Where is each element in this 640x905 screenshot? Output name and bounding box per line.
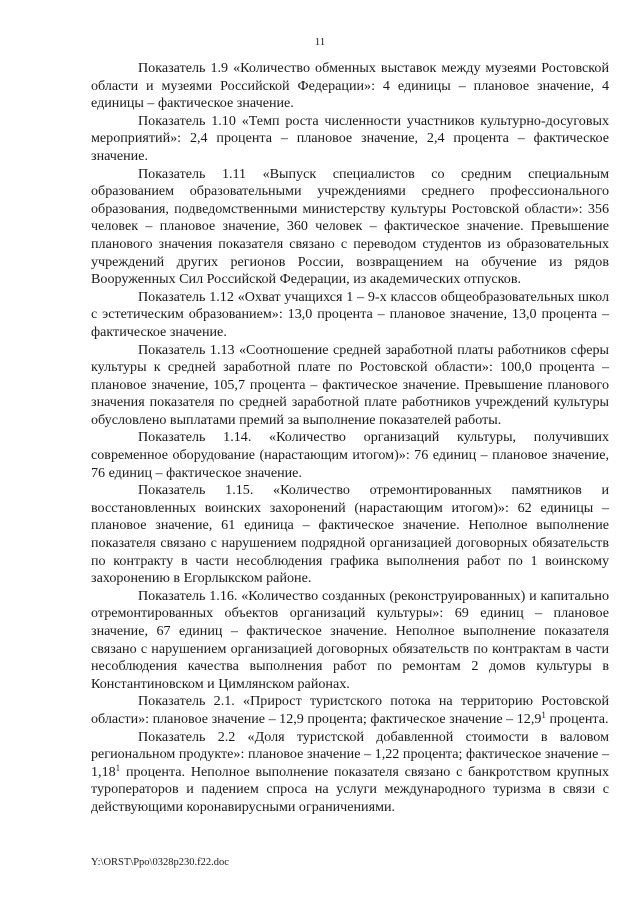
paragraph-indicator-1-9: Показатель 1.9 «Количество обменных выставок между музеями Ростовской области и музеями Российской Федерации»: 4 единицы – плановое значение, 4 единицы – фактическое значение. [91,60,609,112]
paragraph-text: процента. Неполное выполнение показателя связано с банкротством крупных туроператоров и падением спроса на услуги международного туризма в связи с действующими коронавирусными ограничениями. [91,763,609,815]
footnote-marker: 1 [115,762,121,773]
document-body [91,60,609,817]
paragraph-indicator-1-10: Показатель 1.10 «Темп роста численности участников культурно-досуговых мероприятий»: 2,4 процента – плановое значение, 2,4 процента – фактическое значение. [91,112,609,164]
paragraph-indicator-1-15: Показатель 1.15. «Количество отремонтированных памятников и восстановленных воинских захоронений (нарастающим итогом)»: 62 единицы – плановое значение, 61 единица – фактическое значение. Неполное выполнение показателя связано с нарушением подрядной организацией договорных обязательств по контракту в части несоблюдения графика выполнения работ по 1 воинскому захоронению в Егорлыкском районе. [91,482,609,587]
paragraph-indicator-1-14: Показатель 1.14. «Количество организаций культуры, получивших современное оборудование (нарастающим итогом)»: 76 единиц – плановое значение, 76 единиц – фактическое значение. [91,429,609,481]
paragraph-indicator-2-2 [91,729,609,817]
paragraph-indicator-1-11: Показатель 1.11 «Выпуск специалистов со средним специальным образованием образовательными учреждениями среднего профессионального образования, подведомственными министерству культуры Ростовской области»: 356 человек – плановое значение, 360 человек – фактическое значение. Превышение планового значения показателя связано с переводом студентов из образовательных учреждений других регионов России, возвращением на обучение из рядов Вооруженных Сил Российской Федерации, из академических отпусков. [91,165,609,288]
paragraph-text: процента. [545,710,609,727]
paragraph-text: Показатель 2.2 «Доля туристской добавленной стоимости в валовом региональном продукте»: плановое значение – 1,22 процента; фактическое значение – 1,18 [91,728,609,780]
paragraph-indicator-2-1 [91,693,609,728]
paragraph-indicator-1-13: Показатель 1.13 «Соотношение средней заработной платы работников сферы культуры к средней заработной плате по Ростовской области»: 100,0 процента – плановое значение, 105,7 процента – фактическое значение. Превышение планового значения показателя по средней заработной плате работников учреждений культуры обусловлено выплатами премий за выполнение показателей работы. [91,341,609,428]
footnote-marker: 1 [541,709,546,720]
paragraph-indicator-1-16: Показатель 1.16. «Количество созданных (реконструированных) и капитально отремонтированных объектов организаций культуры»: 69 единиц – плановое значение, 67 единиц – фактическое значение. Неполное выполнение показателя связано с нарушением организацией договорных обязательств по контрактам в части несоблюдения качества выполнения работ по ремонтам 2 домов культуры в Константиновском и Цимлянском районах. [91,587,609,692]
paragraph-text: Показатель 2.1. «Прирост туристского потока на территорию Ростовской области»: плановое значение – 12,9 процента; фактическое значение – 12,9 [91,693,609,727]
paragraph-indicator-1-12: Показатель 1.12 «Охват учащихся 1 – 9-х классов общеобразовательных школ с эстетическим образованием»: 13,0 процента – плановое значение, 13,0 процента – фактическое значение. [91,288,609,340]
file-path-footer: Y:\ORST\Ppo\0328p230.f22.doc [91,857,229,868]
page-number: 11 [314,36,326,48]
